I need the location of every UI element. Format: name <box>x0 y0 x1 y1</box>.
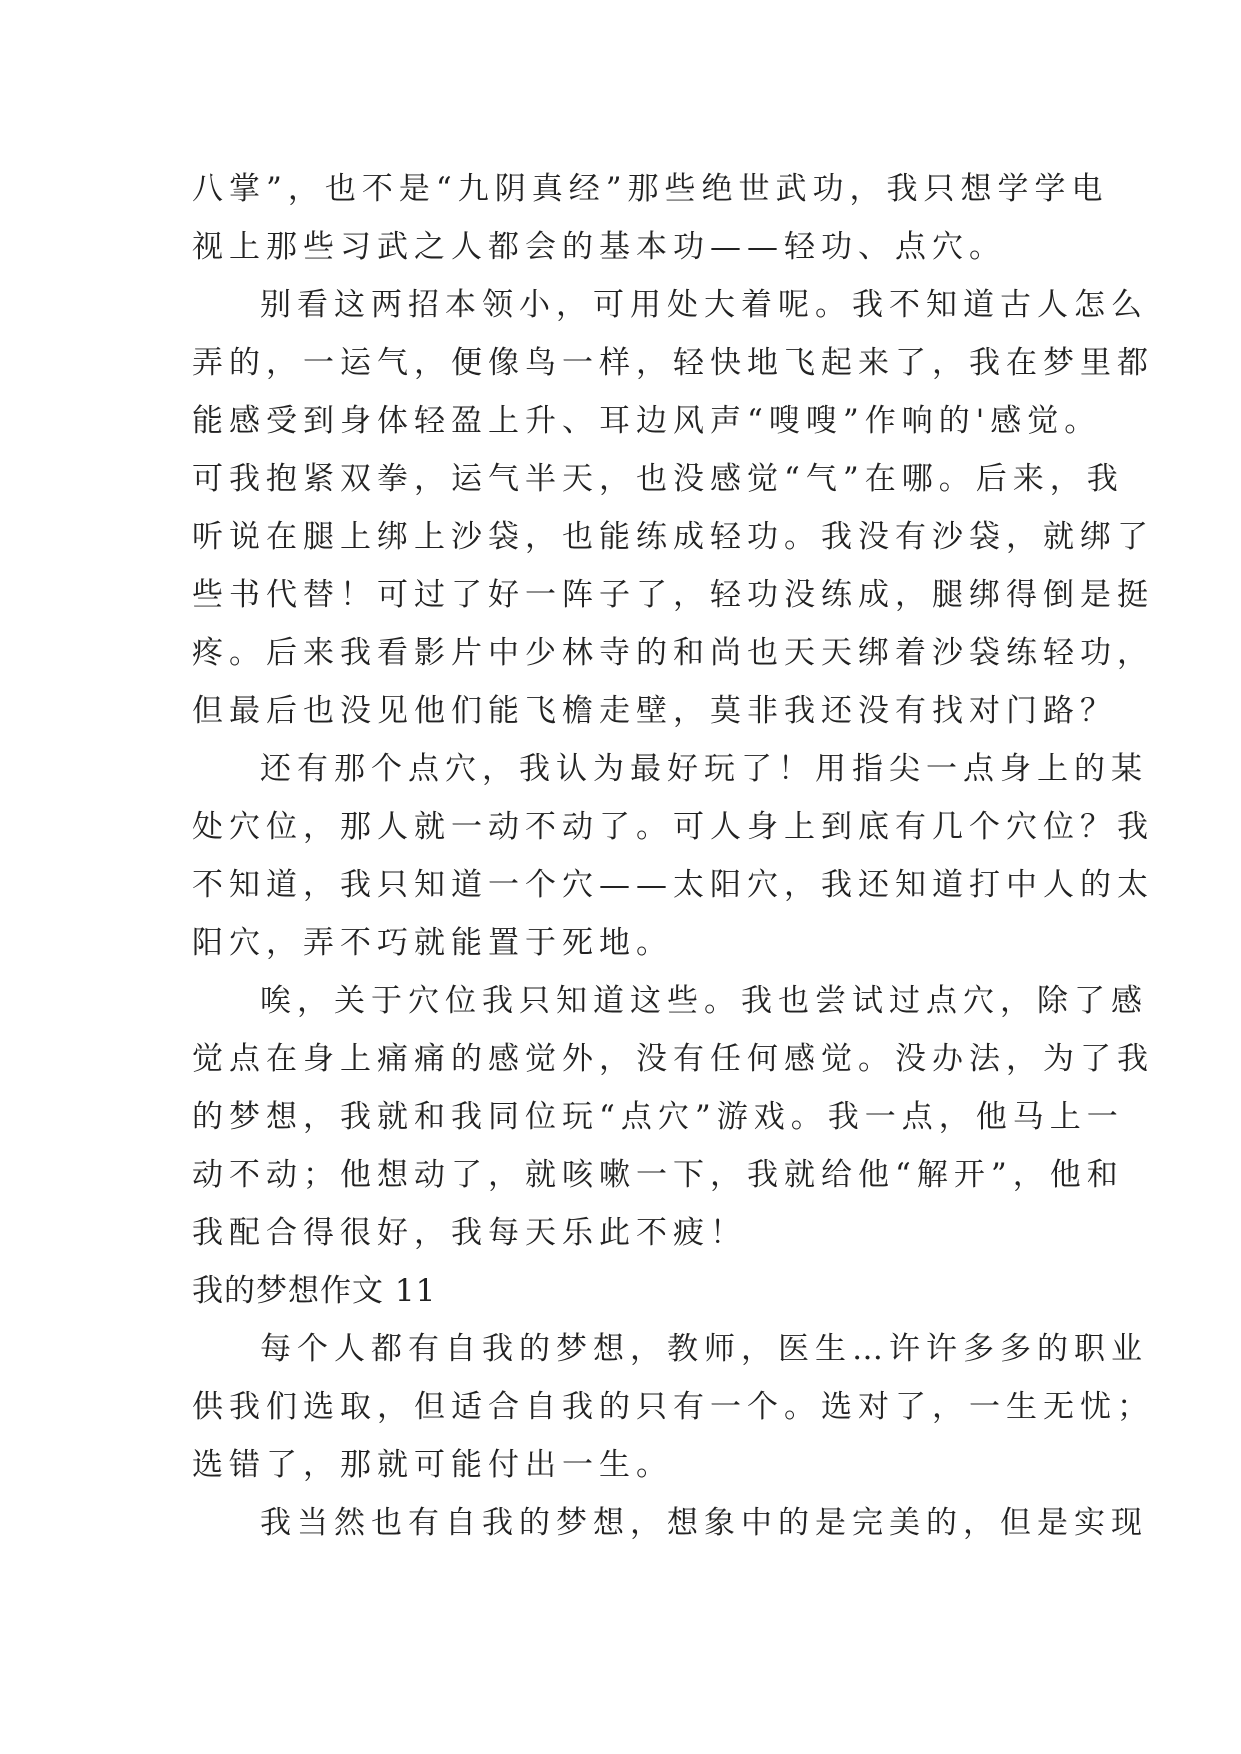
paragraph-start-line: 每个人都有自我的梦想，教师，医生…许许多多的职业 <box>260 1331 1148 1367</box>
paragraph-start-line: 别看这两招本领小，可用处大着呢。我不知道古人怎么 <box>260 287 1148 323</box>
text-line: 我配合得很好，我每天乐此不疲！ <box>192 1215 747 1251</box>
section-heading: 我的梦想作文 11 <box>192 1273 437 1309</box>
text-line: 八掌”，也不是“九阴真经”那些绝世武功，我只想学学电 <box>192 171 1109 207</box>
text-line: 疼。后来我看影片中少林寺的和尚也天天绑着沙袋练轻功， <box>192 635 1154 671</box>
text-line: 的梦想，我就和我同位玩“点穴”游戏。我一点，他马上一 <box>192 1099 1124 1135</box>
paragraph-start-line: 唉，关于穴位我只知道这些。我也尝试过点穴，除了感 <box>260 983 1148 1019</box>
text-line: 能感受到身体轻盈上升、耳边风声“嗖嗖”作响的'感觉。 <box>192 403 1102 439</box>
text-line: 些书代替！可过了好一阵子了，轻功没练成，腿绑得倒是挺 <box>192 577 1154 613</box>
text-line: 动不动；他想动了，就咳嗽一下，我就给他“解开”，他和 <box>192 1157 1124 1193</box>
text-line: 不知道，我只知道一个穴——太阳穴，我还知道打中人的太 <box>192 867 1154 903</box>
text-line: 供我们选取，但适合自我的只有一个。选对了，一生无忧； <box>192 1389 1154 1425</box>
document-body <box>192 160 1154 1552</box>
text-line: 选错了，那就可能付出一生。 <box>192 1447 673 1483</box>
text-line: 视上那些习武之人都会的基本功——轻功、点穴。 <box>192 229 1006 265</box>
text-line: 处穴位，那人就一动不动了。可人身上到底有几个穴位？我 <box>192 809 1154 845</box>
paragraph-start-line: 我当然也有自我的梦想，想象中的是完美的，但是实现 <box>260 1505 1148 1541</box>
text-line: 觉点在身上痛痛的感觉外，没有任何感觉。没办法，为了我 <box>192 1041 1154 1077</box>
text-line: 但最后也没见他们能飞檐走壁，莫非我还没有找对门路？ <box>192 693 1117 729</box>
text-line: 听说在腿上绑上沙袋，也能练成轻功。我没有沙袋，就绑了 <box>192 519 1154 555</box>
text-line: 弄的，一运气，便像鸟一样，轻快地飞起来了，我在梦里都 <box>192 345 1154 381</box>
text-line: 阳穴，弄不巧就能置于死地。 <box>192 925 673 961</box>
paragraph-start-line: 还有那个点穴，我认为最好玩了！用指尖一点身上的某 <box>260 751 1148 787</box>
text-line: 可我抱紧双拳，运气半天，也没感觉“气”在哪。后来，我 <box>192 461 1124 497</box>
